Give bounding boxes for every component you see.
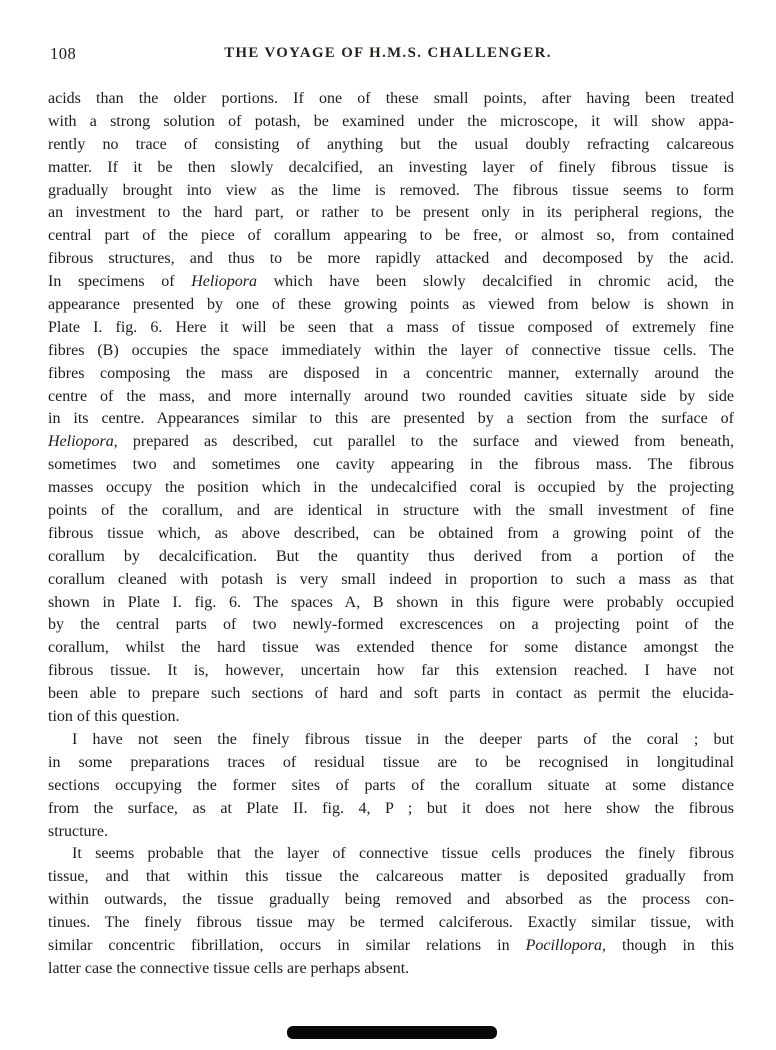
text-line: latter case the connective tissue cells are perhaps absent. (48, 959, 410, 977)
text-line: from the surface, as at Plate II. fig. 4, P ; but it does not here show the fibrous (48, 799, 734, 817)
text-line: It seems probable that the layer of connective tissue cells produces the finely fibrous (72, 845, 734, 863)
paragraph (48, 729, 734, 843)
page-number: 108 (50, 44, 77, 63)
text-line: tissue, and that within this tissue the calcareous matter is deposited gradually from (48, 868, 734, 886)
paragraph (48, 88, 734, 729)
text-line: Plate I. fig. 6. Here it will be seen that a mass of tissue composed of extremely fine (48, 318, 734, 336)
text-line: within outwards, the tissue gradually being removed and absorbed as the process con- (48, 891, 734, 909)
text-line: appearance presented by one of these growing points as viewed from below is shown in (48, 296, 734, 314)
body-text (48, 88, 734, 981)
text-line: corallum by decalcification. But the quantity thus derived from a portion of the (48, 547, 734, 565)
text-line: rently no trace of consisting of anything but the usual doubly refracting calcareous (48, 135, 734, 153)
text-line: tinues. The finely fibrous tissue may be termed calciferous. Exactly similar tissue, with (48, 914, 734, 932)
text-line: in some preparations traces of residual tissue are to be recognised in longitudinal (48, 753, 734, 771)
text-line: fibres (B) occupies the space immediately within the layer of connective tissue cells. The (48, 341, 734, 359)
paragraph (48, 843, 734, 980)
text-line: masses occupy the position which in the undecalcified coral is occupied by the projecting (48, 479, 734, 497)
text-line: gradually brought into view as the lime is removed. The fibrous tissue seems to form (48, 181, 734, 199)
text-line: an investment to the hard part, or rather to be present only in its peripheral regions, the (48, 204, 734, 222)
text-line: sometimes two and sometimes one cavity appearing in the fibrous mass. The fibrous (48, 456, 734, 474)
text-line: I have not seen the finely fibrous tissue in the deeper parts of the coral ; but (72, 730, 734, 748)
text-line: in its centre. Appearances similar to this are presented by a section from the surface of (48, 410, 734, 428)
text-line: by the central parts of two newly-formed excrescences on a projecting point of the (48, 616, 734, 634)
text-line: fibrous structures, and thus to be more rapidly attacked and decomposed by the acid. (48, 250, 734, 268)
text-line: with a strong solution of potash, be examined under the microscope, it will show appa- (48, 112, 734, 130)
text-line: shown in Plate I. fig. 6. The spaces A, B shown in this figure were probably occupied (48, 593, 734, 611)
text-line: fibres composing the mass are disposed in a concentric manner, externally around the (48, 364, 734, 382)
text-line: corallum, whilst the hard tissue was extended thence for some distance amongst the (48, 639, 734, 657)
running-head-title: THE VOYAGE OF H.M.S. CHALLENGER. (224, 45, 552, 61)
text-line: acids than the older portions. If one of these small points, after having been treated (48, 90, 734, 107)
text-line: sections occupying the former sites of parts of the corallum situate at some distance (48, 776, 734, 794)
text-line: fibrous tissue which, as above described, can be obtained from a growing point of the (48, 524, 734, 542)
text-line: corallum cleaned with potash is very small indeed in proportion to such a mass as that (48, 570, 734, 588)
page-header (0, 44, 776, 66)
scan-artifact-bar (287, 1026, 497, 1039)
text-line: matter. If it be then slowly decalcified, an investing layer of finely fibrous tissue is (48, 158, 734, 176)
text-line: similar concentric fibrillation, occurs in similar relations in Pocillopora, though in this (48, 936, 734, 954)
text-line: points of the corallum, and are identical in structure with the small investment of fine (48, 502, 734, 520)
text-line: been able to prepare such sections of hard and soft parts in contact as permit the elucida- (48, 685, 734, 703)
text-line: In specimens of Heliopora which have been slowly decalcified in chromic acid, the (48, 273, 734, 291)
text-line: structure. (48, 822, 108, 840)
text-line: Heliopora, prepared as described, cut parallel to the surface and viewed from beneath, (48, 433, 734, 451)
text-line: fibrous tissue. It is, however, uncertain how far this extension reached. I have not (48, 662, 734, 680)
text-line: tion of this question. (48, 708, 180, 726)
text-line: central part of the piece of corallum appearing to be free, or almost so, from contained (48, 227, 734, 245)
text-line: centre of the mass, and more internally around two rounded cavities situate side by side (48, 387, 734, 405)
